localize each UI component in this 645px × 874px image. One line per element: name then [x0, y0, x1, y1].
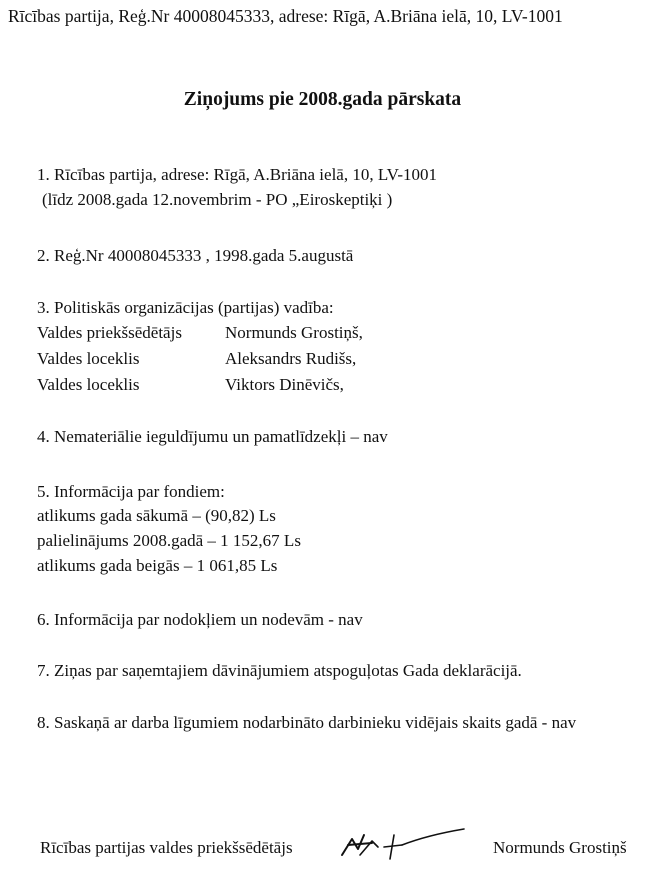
item-6-text: 6. Informācija par nodokļiem un nodevām - nav — [37, 610, 363, 629]
board-role-3: Valdes loceklis — [37, 375, 140, 394]
item-3-text: 3. Politiskās organizācijas (partijas) vadība: — [37, 298, 334, 317]
item-1-note: (līdz 2008.gada 12.novembrim - PO „Eiroskeptiķi ) — [42, 190, 393, 209]
signature-label: Rīcības partijas valdes priekšsēdētājs — [40, 838, 293, 857]
fund-line-1: atlikums gada sākumā – (90,82) Ls — [37, 506, 276, 525]
item-1-text: 1. Rīcības partija, adrese: Rīgā, A.Briāna ielā, 10, LV-1001 — [37, 165, 438, 184]
board-role-1: Valdes priekšsēdētājs — [37, 323, 182, 342]
fund-line-2: palielinājums 2008.gadā – 1 152,67 Ls — [37, 531, 301, 550]
board-name-1: Normunds Grostiņš, — [225, 323, 363, 342]
signature-name: Normunds Grostiņš — [493, 838, 627, 857]
document-header: Rīcības partija, Reģ.Nr 40008045333, adrese: Rīgā, A.Briāna ielā, 10, LV-1001 — [8, 6, 563, 26]
board-role-2: Valdes loceklis — [37, 349, 140, 368]
item-2-text: 2. Reģ.Nr 40008045333 , 1998.gada 5.augustā — [37, 246, 354, 265]
board-name-3: Viktors Dinēvičs, — [225, 375, 344, 394]
fund-line-3: atlikums gada beigās – 1 061,85 Ls — [37, 556, 278, 575]
item-7-text: 7. Ziņas par saņemtajiem dāvinājumiem atspoguļotas Gada deklarācijā. — [37, 661, 522, 680]
item-8-text: 8. Saskaņā ar darba līgumiem nodarbināto darbinieku vidējais skaits gadā - nav — [37, 713, 577, 732]
item-4-text: 4. Nemateriālie ieguldījumu un pamatlīdzekļi – nav — [37, 427, 388, 446]
board-name-2: Aleksandrs Rudišs, — [225, 349, 357, 368]
document-title: Ziņojums pie 2008.gada pārskata — [183, 89, 462, 110]
item-5-text: 5. Informācija par fondiem: — [37, 482, 225, 501]
handwritten-signature — [338, 825, 468, 865]
